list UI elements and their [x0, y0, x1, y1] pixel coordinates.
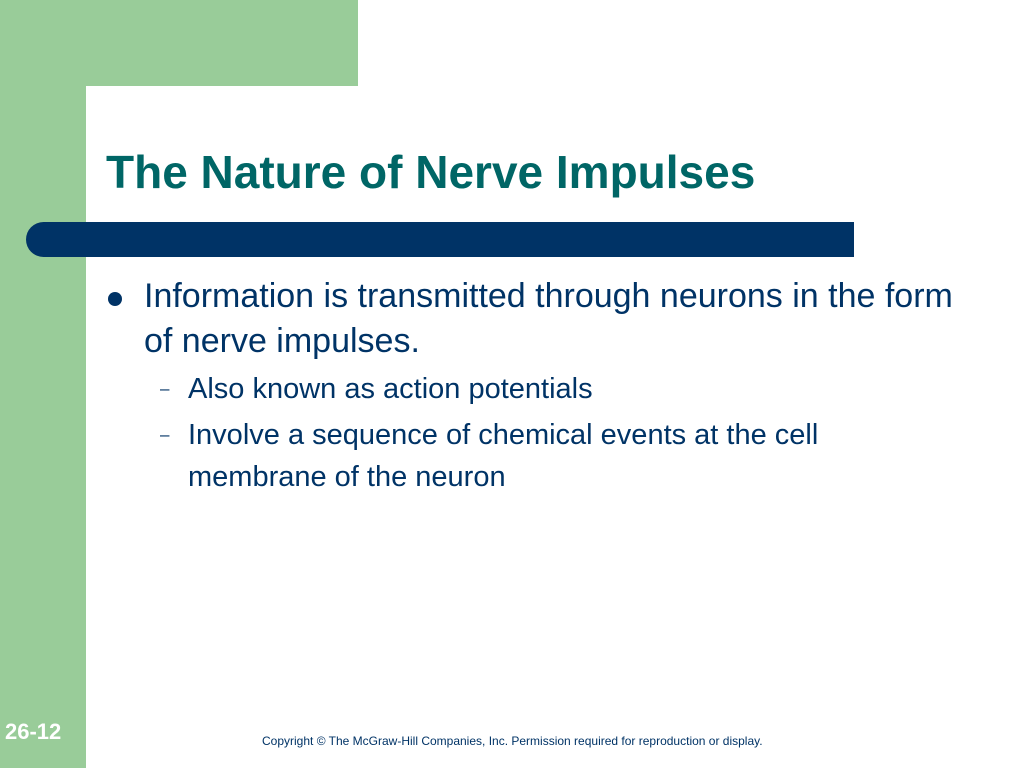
- sub-bullet-text: Involve a sequence of chemical events at the cell membrane of the neuron: [188, 419, 819, 493]
- dash-icon: –: [160, 379, 170, 398]
- bullet-dot-icon: [108, 292, 122, 306]
- slide-number: 26-12: [5, 719, 62, 744]
- dash-icon: –: [160, 425, 170, 444]
- title-underline-bar: [26, 222, 854, 257]
- left-green-panel: [0, 0, 86, 768]
- content-rounded-corner: [86, 86, 146, 146]
- top-green-panel: [0, 0, 358, 86]
- bullet-text: Information is transmitted through neurons in the form of nerve impulses.: [144, 277, 953, 360]
- sub-bullet-item: [100, 414, 960, 498]
- slide-title: The Nature of Nerve Impulses: [106, 146, 756, 198]
- slide-body: [100, 274, 960, 498]
- copyright-notice: Copyright © The McGraw-Hill Companies, Inc. Permission required for reproduction or display.: [262, 734, 763, 748]
- sub-bullet-item: [100, 368, 960, 410]
- sub-bullet-text: Also known as action potentials: [188, 373, 593, 405]
- bullet-item: [100, 274, 960, 364]
